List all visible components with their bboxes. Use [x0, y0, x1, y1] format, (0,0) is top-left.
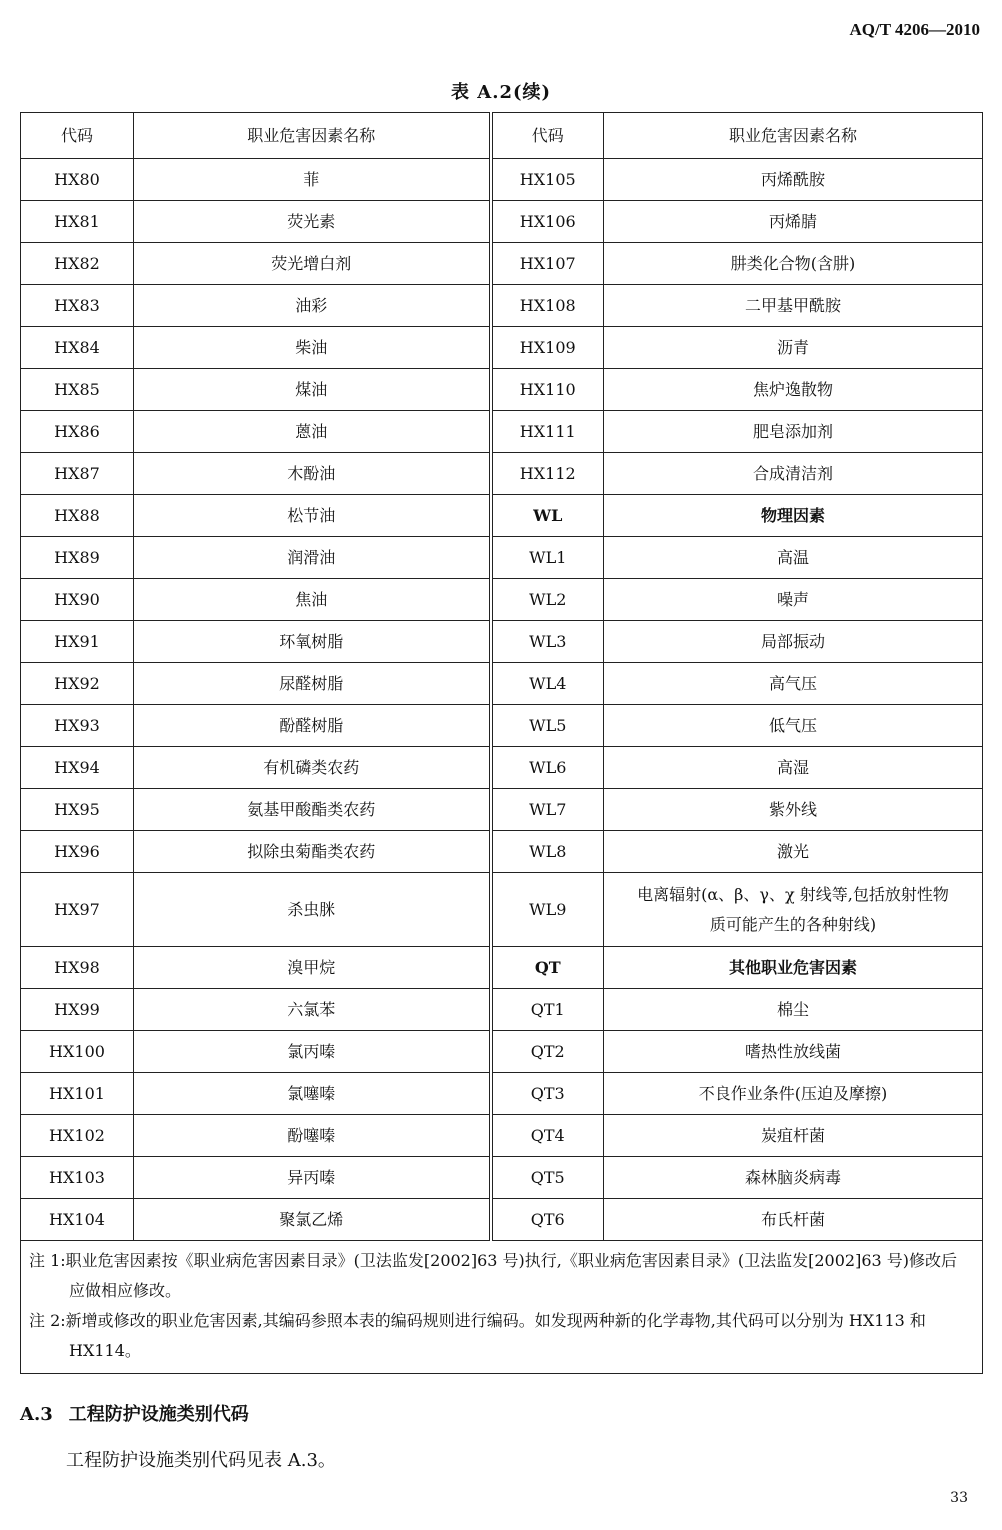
code-cell: HX105 — [491, 159, 604, 201]
name-cell: 酚醛树脂 — [134, 705, 491, 747]
name-cell: 润滑油 — [134, 537, 491, 579]
table-row — [21, 579, 983, 621]
name-cell: 拟除虫菊酯类农药 — [134, 831, 491, 873]
name-cell: 聚氯乙烯 — [134, 1199, 491, 1241]
name-cell: 二甲基甲酰胺 — [604, 285, 983, 327]
code-cell: QT6 — [491, 1199, 604, 1241]
name-cell: 沥青 — [604, 327, 983, 369]
code-cell: WL7 — [491, 789, 604, 831]
code-cell: HX96 — [21, 831, 134, 873]
code-cell: HX88 — [21, 495, 134, 537]
code-cell: HX103 — [21, 1157, 134, 1199]
name-cell: 局部振动 — [604, 621, 983, 663]
name-cell: 其他职业危害因素 — [604, 947, 983, 989]
table-row — [21, 947, 983, 989]
section-number: A.3 — [20, 1404, 53, 1425]
name-cell: 有机磷类农药 — [134, 747, 491, 789]
page-number: 33 — [950, 1490, 968, 1506]
code-cell: HX100 — [21, 1031, 134, 1073]
code-cell: HX97 — [21, 873, 134, 947]
code-cell: HX111 — [491, 411, 604, 453]
code-cell: WL6 — [491, 747, 604, 789]
code-cell: HX99 — [21, 989, 134, 1031]
code-cell: HX86 — [21, 411, 134, 453]
note-1: 注 1:职业危害因素按《职业病危害因素目录》(卫法监发[2002]63 号)执行,《职业病危害因素目录》(卫法监发[2002]63 号)修改后应做相应修改。 — [29, 1251, 958, 1300]
name-cell: 蒽油 — [134, 411, 491, 453]
name-cell: 电离辐射(α、β、γ、χ 射线等,包括放射性物质可能产生的各种射线) — [604, 873, 983, 947]
table-row — [21, 1157, 983, 1199]
table-row — [21, 831, 983, 873]
name-cell: 环氧树脂 — [134, 621, 491, 663]
code-cell: WL1 — [491, 537, 604, 579]
code-cell: WL3 — [491, 621, 604, 663]
notes-row — [21, 1241, 983, 1374]
code-cell: HX85 — [21, 369, 134, 411]
code-cell: HX109 — [491, 327, 604, 369]
section-title: 工程防护设施类别代码 — [68, 1404, 249, 1425]
name-cell: 尿醛树脂 — [134, 663, 491, 705]
name-cell: 紫外线 — [604, 789, 983, 831]
name-cell: 丙烯腈 — [604, 201, 983, 243]
table-row — [21, 411, 983, 453]
table-row — [21, 621, 983, 663]
header-name: 职业危害因素名称 — [604, 113, 983, 159]
name-cell: 松节油 — [134, 495, 491, 537]
name-cell: 高湿 — [604, 747, 983, 789]
name-cell: 杀虫脒 — [134, 873, 491, 947]
name-cell: 氨基甲酸酯类农药 — [134, 789, 491, 831]
name-cell: 炭疽杆菌 — [604, 1115, 983, 1157]
header-name: 职业危害因素名称 — [134, 113, 491, 159]
table-row — [21, 705, 983, 747]
name-cell: 油彩 — [134, 285, 491, 327]
name-cell: 物理因素 — [604, 495, 983, 537]
name-cell: 焦炉逸散物 — [604, 369, 983, 411]
table-caption: 表 A.2(续) — [450, 82, 552, 103]
name-cell: 低气压 — [604, 705, 983, 747]
name-cell: 高温 — [604, 537, 983, 579]
name-cell: 氯丙嗪 — [134, 1031, 491, 1073]
table-row — [21, 201, 983, 243]
code-cell: HX95 — [21, 789, 134, 831]
name-cell: 丙烯酰胺 — [604, 159, 983, 201]
code-cell: HX98 — [21, 947, 134, 989]
code-cell: HX107 — [491, 243, 604, 285]
code-cell: HX89 — [21, 537, 134, 579]
code-cell: WL5 — [491, 705, 604, 747]
name-cell: 激光 — [604, 831, 983, 873]
name-cell: 嗜热性放线菌 — [604, 1031, 983, 1073]
table-row — [21, 243, 983, 285]
code-cell: QT1 — [491, 989, 604, 1031]
code-cell: WL8 — [491, 831, 604, 873]
name-cell: 肥皂添加剂 — [604, 411, 983, 453]
header-code: 代码 — [21, 113, 134, 159]
code-cell: QT4 — [491, 1115, 604, 1157]
code-cell: HX92 — [21, 663, 134, 705]
code-cell: HX91 — [21, 621, 134, 663]
code-cell: HX94 — [21, 747, 134, 789]
code-cell: QT5 — [491, 1157, 604, 1199]
name-cell: 噪声 — [604, 579, 983, 621]
code-cell: HX101 — [21, 1073, 134, 1115]
name-cell: 布氏杆菌 — [604, 1199, 983, 1241]
code-cell: HX87 — [21, 453, 134, 495]
table-row — [21, 1199, 983, 1241]
section-body: 工程防护设施类别代码见表 A.3。 — [66, 1450, 336, 1471]
table-row — [21, 789, 983, 831]
table-row — [21, 327, 983, 369]
code-cell: HX108 — [491, 285, 604, 327]
code-cell: WL2 — [491, 579, 604, 621]
table-row — [21, 1073, 983, 1115]
document-code: AQ/T 4206—2010 — [849, 20, 980, 39]
table-row — [21, 495, 983, 537]
code-cell: WL4 — [491, 663, 604, 705]
name-cell: 合成清洁剂 — [604, 453, 983, 495]
table-row — [21, 285, 983, 327]
code-cell: HX81 — [21, 201, 134, 243]
code-cell: WL — [491, 495, 604, 537]
table-row — [21, 1115, 983, 1157]
hazard-table — [20, 112, 982, 1374]
code-cell: HX84 — [21, 327, 134, 369]
code-cell: HX93 — [21, 705, 134, 747]
table-row — [21, 537, 983, 579]
table-row — [21, 369, 983, 411]
name-cell: 氯噻嗪 — [134, 1073, 491, 1115]
name-cell: 荧光素 — [134, 201, 491, 243]
code-cell: QT2 — [491, 1031, 604, 1073]
name-cell: 肼类化合物(含肼) — [604, 243, 983, 285]
code-cell: HX102 — [21, 1115, 134, 1157]
name-cell: 不良作业条件(压迫及摩擦) — [604, 1073, 983, 1115]
table-header-row — [21, 113, 983, 159]
name-cell: 柴油 — [134, 327, 491, 369]
code-cell: HX106 — [491, 201, 604, 243]
table-row — [21, 1031, 983, 1073]
name-cell: 异丙嗪 — [134, 1157, 491, 1199]
code-cell: HX90 — [21, 579, 134, 621]
code-cell: HX110 — [491, 369, 604, 411]
note-2: 注 2:新增或修改的职业危害因素,其编码参照本表的编码规则进行编码。如发现两种新的化学毒物,其代码可以分别为 HX113 和 HX114。 — [29, 1311, 926, 1360]
table-row — [21, 453, 983, 495]
table-row — [21, 747, 983, 789]
code-cell: HX82 — [21, 243, 134, 285]
code-cell: QT3 — [491, 1073, 604, 1115]
code-cell: HX104 — [21, 1199, 134, 1241]
table-body — [21, 159, 983, 1241]
name-cell: 菲 — [134, 159, 491, 201]
table-row — [21, 873, 983, 947]
code-cell: HX112 — [491, 453, 604, 495]
table-row — [21, 989, 983, 1031]
name-cell: 木酚油 — [134, 453, 491, 495]
section-heading — [20, 1400, 249, 1426]
name-cell: 煤油 — [134, 369, 491, 411]
name-cell: 高气压 — [604, 663, 983, 705]
table-row — [21, 663, 983, 705]
code-cell: QT — [491, 947, 604, 989]
header-code: 代码 — [491, 113, 604, 159]
name-cell: 酚噻嗪 — [134, 1115, 491, 1157]
code-cell: HX83 — [21, 285, 134, 327]
name-cell: 荧光增白剂 — [134, 243, 491, 285]
table-row — [21, 159, 983, 201]
notes-cell — [21, 1241, 983, 1374]
name-cell: 棉尘 — [604, 989, 983, 1031]
code-cell: WL9 — [491, 873, 604, 947]
code-cell: HX80 — [21, 159, 134, 201]
name-cell: 溴甲烷 — [134, 947, 491, 989]
name-cell: 六氯苯 — [134, 989, 491, 1031]
name-cell: 焦油 — [134, 579, 491, 621]
name-cell: 森林脑炎病毒 — [604, 1157, 983, 1199]
